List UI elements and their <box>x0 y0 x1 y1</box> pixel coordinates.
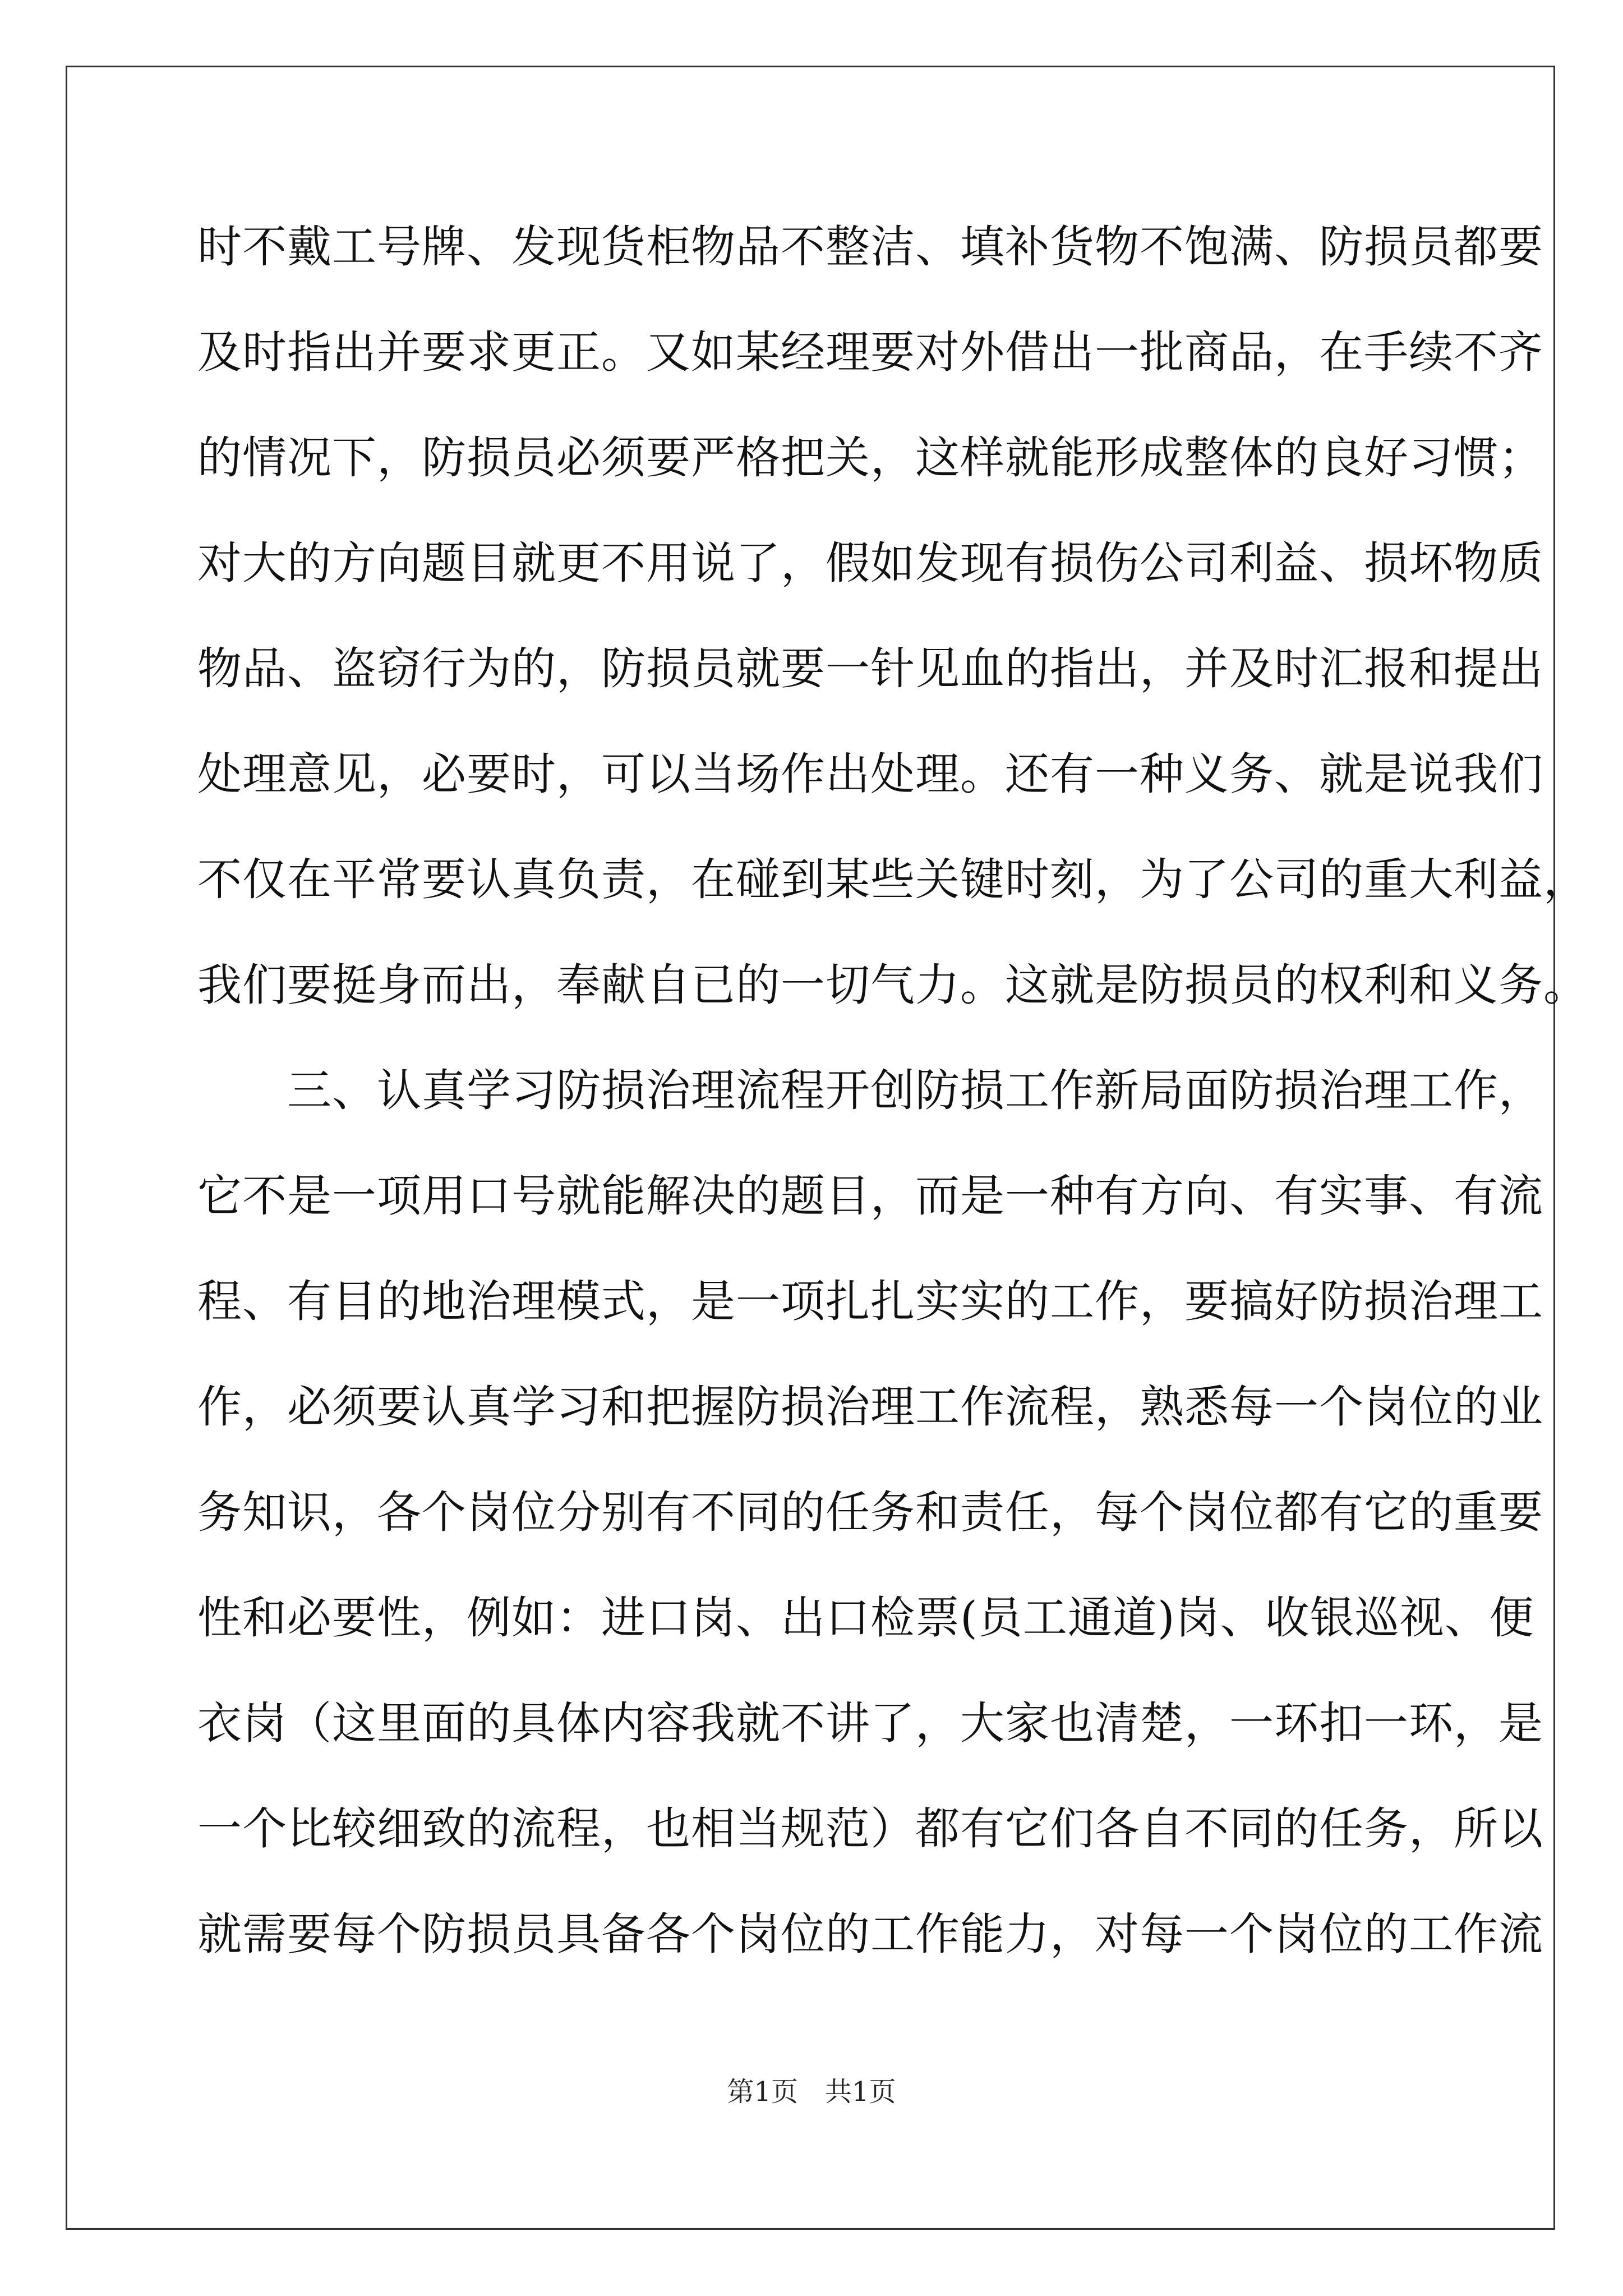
text-line-3: 的情况下，防损员必须要严格把关，这样就能形成整体的良好习惯； <box>197 432 1543 484</box>
text-line-12: 作，必须要认真学习和把握防损治理工作流程，熟悉每一个岗位的业 <box>197 1381 1543 1433</box>
text-line-10: 它不是一项用口号就能解决的题目，而是一种有方向、有实事、有流 <box>197 1170 1543 1222</box>
page-number: 第1页 <box>727 2076 798 2108</box>
text-line-16: 一个比较细致的流程，也相当规范）都有它们各自不同的任务，所以 <box>197 1803 1543 1855</box>
text-line-5: 物品、盗窃行为的，防损员就要一针见血的指出，并及时汇报和提出 <box>197 643 1543 694</box>
page-footer <box>0 2070 1623 2109</box>
text-line-15: 衣岗（这里面的具体内容我就不讲了，大家也清楚，一环扣一环，是 <box>197 1697 1543 1749</box>
document-body <box>197 213 1588 2006</box>
text-line-4: 对大的方向题目就更不用说了，假如发现有损伤公司利益、损坏物质 <box>197 537 1543 589</box>
text-line-7: 不仅在平常要认真负责，在碰到某些关键时刻，为了公司的重大利益， <box>197 854 1588 905</box>
page-total: 共1页 <box>825 2076 896 2108</box>
text-line-14: 性和必要性，例如：进口岗、出口检票(员工通道)岗、收银巡视、便 <box>197 1592 1534 1644</box>
text-line-1: 时不戴工号牌、发现货柜物品不整洁、填补货物不饱满、防损员都要 <box>197 221 1543 273</box>
text-line-13: 务知识，各个岗位分别有不同的任务和责任，每个岗位都有它的重要 <box>197 1487 1543 1538</box>
text-line-9: 三、认真学习防损治理流程开创防损工作新局面防损治理工作， <box>197 1065 1543 1116</box>
text-line-17: 就需要每个防损员具备各个岗位的工作能力，对每一个岗位的工作流 <box>197 1908 1543 1960</box>
text-line-2: 及时指出并要求更正。又如某经理要对外借出一批商品，在手续不齐 <box>197 326 1543 378</box>
text-line-11: 程、有目的地治理模式，是一项扎扎实实的工作，要搞好防损治理工 <box>197 1276 1543 1327</box>
text-line-8: 我们要挺身而出，奉献自已的一切气力。这就是防损员的权利和义务。 <box>197 959 1588 1011</box>
text-line-6: 处理意见，必要时，可以当场作出处理。还有一种义务、就是说我们 <box>197 748 1543 800</box>
